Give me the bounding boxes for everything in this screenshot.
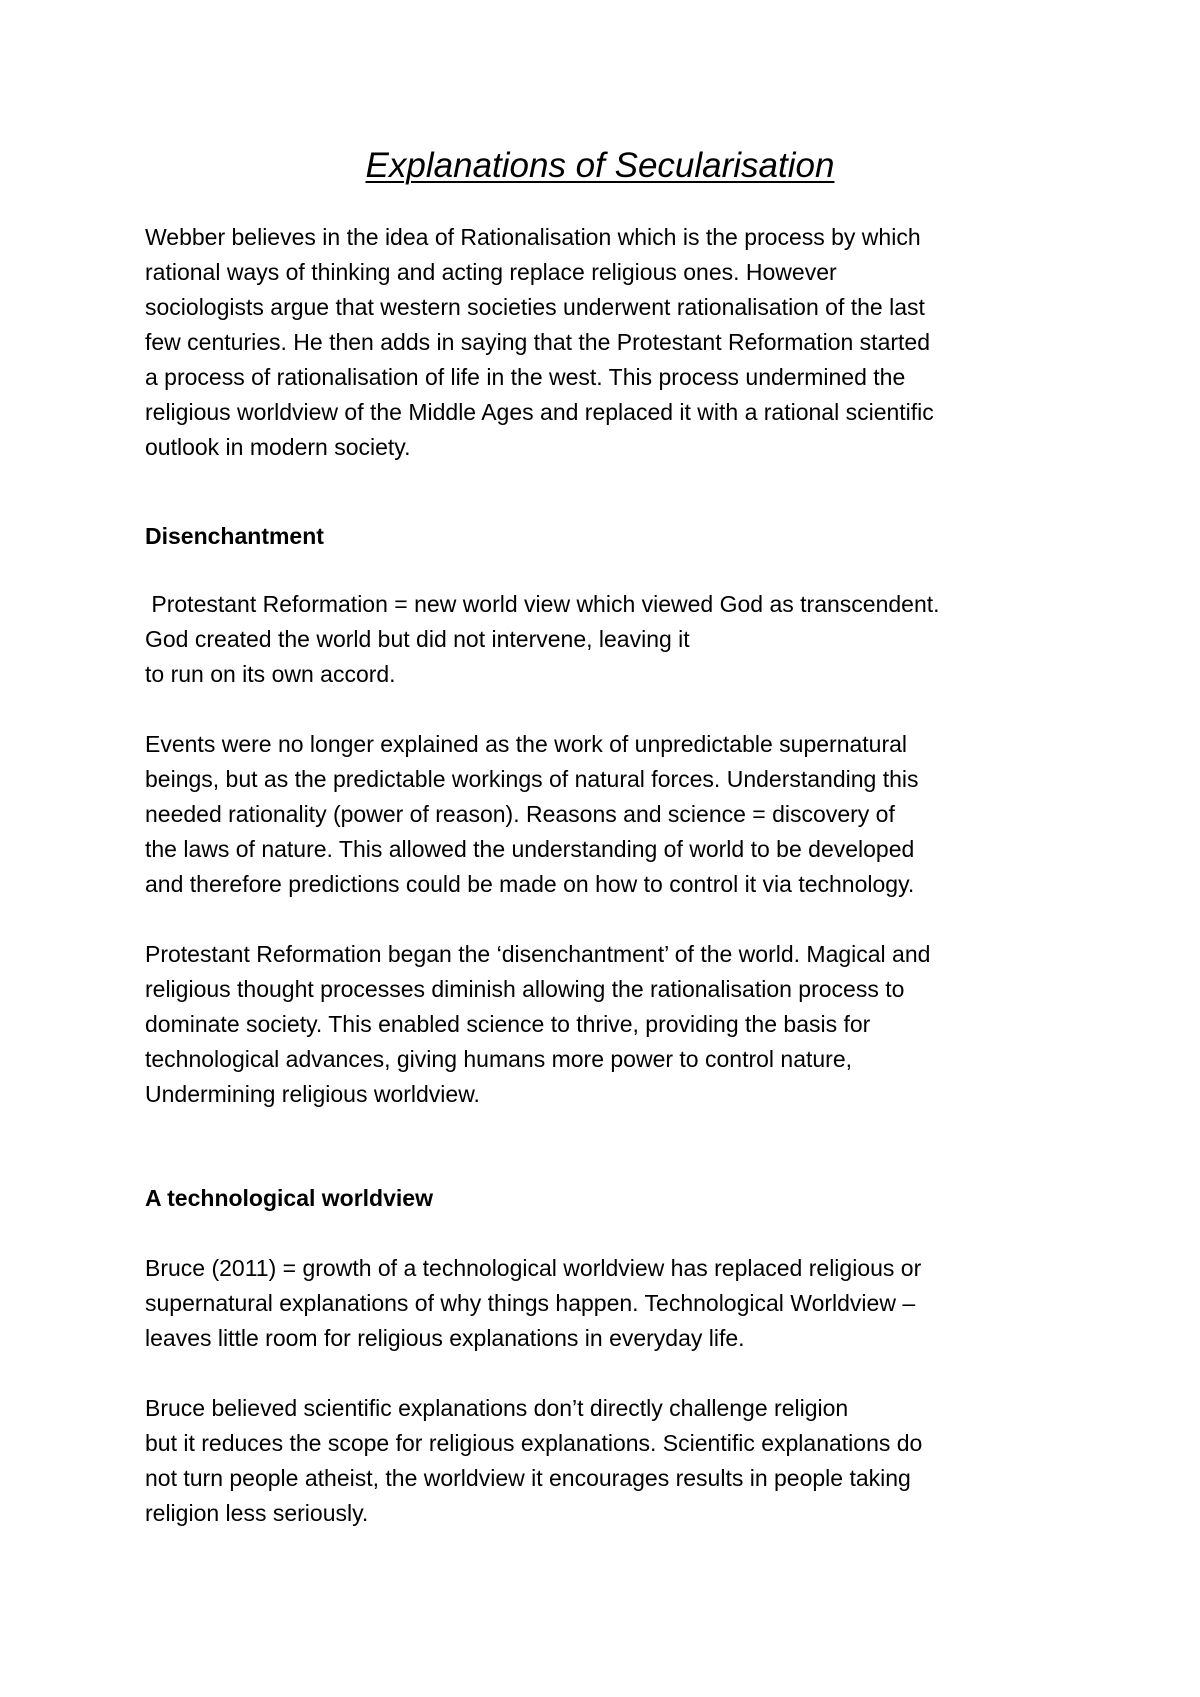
text-line: outlook in modern society. xyxy=(145,434,411,460)
text-line: few centuries. He then adds in saying that the Protestant Reformation started xyxy=(145,329,930,355)
text-line: religious worldview of the Middle Ages and replaced it with a rational scientific xyxy=(145,399,934,425)
intro-paragraph xyxy=(145,220,1075,465)
disenchantment-paragraph-2 xyxy=(145,727,1075,902)
disenchantment-paragraph-1 xyxy=(145,587,1075,692)
text-line: needed rationality (power of reason). Reasons and science = discovery of xyxy=(145,801,895,827)
text-line: Bruce (2011) = growth of a technological worldview has replaced religious or xyxy=(145,1255,922,1281)
text-line: supernatural explanations of why things happen. Technological Worldview – xyxy=(145,1290,916,1316)
technological-paragraph-2 xyxy=(145,1391,1075,1531)
text-line: God created the world but did not intervene, leaving it xyxy=(145,626,690,652)
text-line: Events were no longer explained as the work of unpredictable supernatural xyxy=(145,731,908,757)
heading-disenchantment: Disenchantment xyxy=(145,523,324,549)
text-line: Webber believes in the idea of Rationalisation which is the process by which xyxy=(145,224,921,250)
text-line: religious thought processes diminish allowing the rationalisation process to xyxy=(145,976,905,1002)
document-title: Explanations of Secularisation xyxy=(365,146,835,185)
text-line: rational ways of thinking and acting replace religious ones. However xyxy=(145,259,837,285)
text-line: Protestant Reformation = new world view which viewed God as transcendent. xyxy=(145,591,940,617)
heading-technological-worldview: A technological worldview xyxy=(145,1185,433,1211)
text-line: dominate society. This enabled science to thrive, providing the basis for xyxy=(145,1011,871,1037)
technological-paragraph-1 xyxy=(145,1251,1075,1356)
disenchantment-paragraph-3 xyxy=(145,937,1075,1112)
text-line: and therefore predictions could be made on how to control it via technology. xyxy=(145,871,915,897)
text-line: not turn people atheist, the worldview it encourages results in people taking xyxy=(145,1465,911,1491)
text-line: Protestant Reformation began the ‘disenchantment’ of the world. Magical and xyxy=(145,941,931,967)
text-line: beings, but as the predictable workings of natural forces. Understanding this xyxy=(145,766,919,792)
text-line: Bruce believed scientific explanations don’t directly challenge religion xyxy=(145,1395,849,1421)
text-line: but it reduces the scope for religious explanations. Scientific explanations do xyxy=(145,1430,923,1456)
text-line: religion less seriously. xyxy=(145,1500,369,1526)
text-line: sociologists argue that western societies underwent rationalisation of the last xyxy=(145,294,925,320)
text-line: to run on its own accord. xyxy=(145,661,396,687)
text-line: the laws of nature. This allowed the understanding of world to be developed xyxy=(145,836,915,862)
text-line: leaves little room for religious explanations in everyday life. xyxy=(145,1325,745,1351)
text-line: technological advances, giving humans more power to control nature, xyxy=(145,1046,853,1072)
text-line: a process of rationalisation of life in the west. This process undermined the xyxy=(145,364,906,390)
text-line: Undermining religious worldview. xyxy=(145,1081,480,1107)
